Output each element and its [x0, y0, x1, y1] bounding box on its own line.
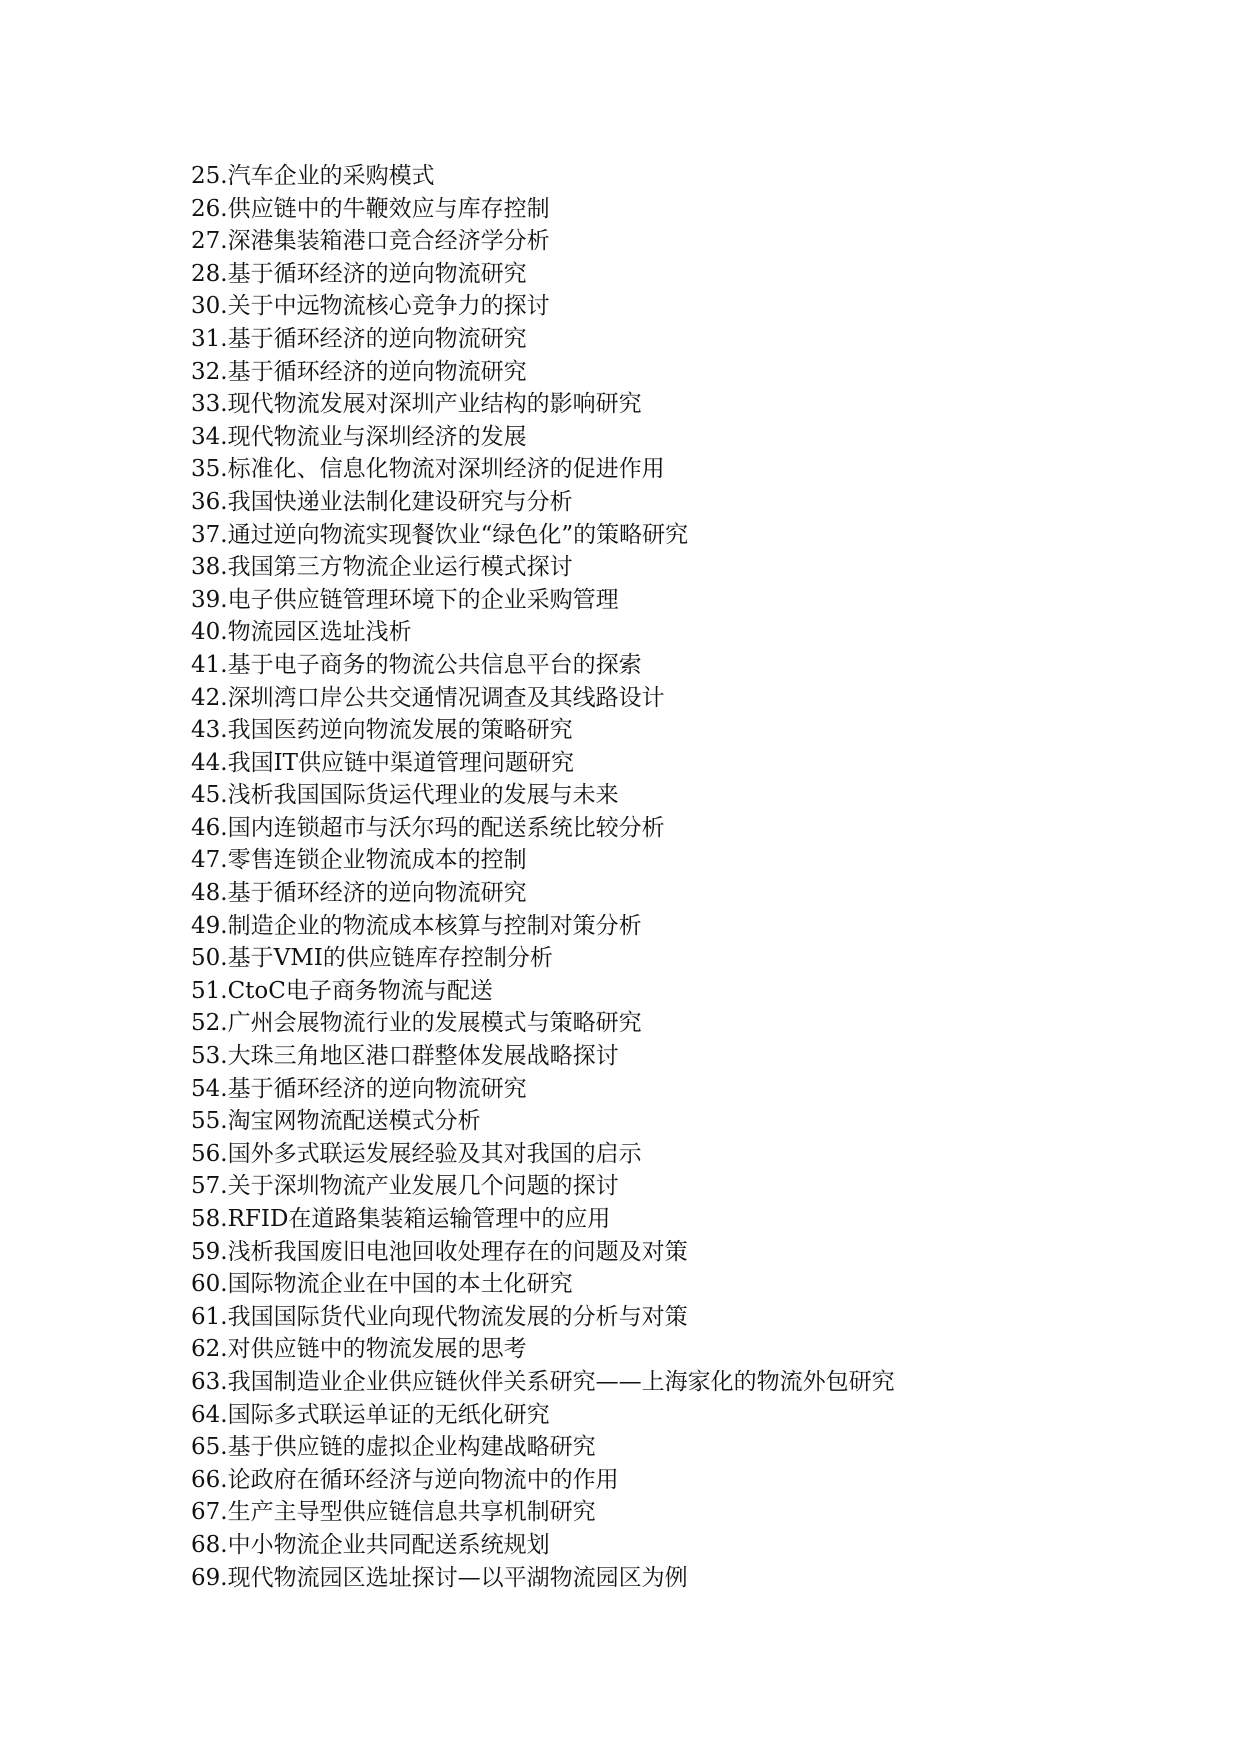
topic-item: 53.大珠三角地区港口群整体发展战略探讨 — [191, 1043, 619, 1070]
topic-item: 37.通过逆向物流实现餐饮业“绿色化”的策略研究 — [191, 521, 689, 548]
topic-item: 69.现代物流园区选址探讨—以平湖物流园区为例 — [191, 1564, 688, 1591]
topic-item: 38.我国第三方物流企业运行模式探讨 — [191, 554, 573, 581]
topic-list — [191, 160, 895, 1594]
topic-item: 48.基于循环经济的逆向物流研究 — [191, 880, 527, 907]
topic-item: 32.基于循环经济的逆向物流研究 — [191, 358, 527, 385]
topic-item: 43.我国医药逆向物流发展的策略研究 — [191, 717, 573, 744]
topic-item: 25.汽车企业的采购模式 — [191, 163, 435, 189]
topic-item: 41.基于电子商务的物流公共信息平台的探索 — [191, 651, 642, 678]
topic-item: 34.现代物流业与深圳经济的发展 — [191, 423, 527, 450]
topic-item: 59.浅析我国废旧电池回收处理存在的问题及对策 — [191, 1238, 688, 1265]
topic-item: 27.深港集装箱港口竞合经济学分析 — [191, 228, 550, 255]
topic-item: 26.供应链中的牛鞭效应与库存控制 — [191, 195, 550, 222]
topic-item: 57.关于深圳物流产业发展几个问题的探讨 — [191, 1173, 619, 1200]
topic-item: 54.基于循环经济的逆向物流研究 — [191, 1075, 527, 1102]
topic-item: 36.我国快递业法制化建设研究与分析 — [191, 488, 573, 515]
topic-item: 44.我国IT供应链中渠道管理问题研究 — [191, 749, 575, 776]
topic-item: 46.国内连锁超市与沃尔玛的配送系统比较分析 — [191, 814, 665, 841]
topic-item: 42.深圳湾口岸公共交通情况调查及其线路设计 — [191, 684, 665, 711]
topic-item: 40.物流园区选址浅析 — [191, 619, 412, 646]
topic-item: 45.浅析我国国际货运代理业的发展与未来 — [191, 782, 619, 809]
topic-item: 55.淘宝网物流配送模式分析 — [191, 1108, 481, 1135]
topic-item: 51.CtoC电子商务物流与配送 — [191, 977, 493, 1004]
topic-item: 63.我国制造业企业供应链伙伴关系研究——上海家化的物流外包研究 — [191, 1368, 895, 1395]
topic-item: 39.电子供应链管理环境下的企业采购管理 — [191, 586, 619, 613]
topic-item: 56.国外多式联运发展经验及其对我国的启示 — [191, 1140, 642, 1167]
topic-item: 31.基于循环经济的逆向物流研究 — [191, 325, 527, 352]
topic-item: 61.我国国际货代业向现代物流发展的分析与对策 — [191, 1303, 688, 1330]
topic-item: 30.关于中远物流核心竞争力的探讨 — [191, 293, 550, 320]
topic-item: 52.广州会展物流行业的发展模式与策略研究 — [191, 1010, 642, 1037]
topic-item: 60.国际物流企业在中国的本土化研究 — [191, 1271, 573, 1298]
topic-item: 33.现代物流发展对深圳产业结构的影响研究 — [191, 391, 642, 418]
topic-item: 67.生产主导型供应链信息共享机制研究 — [191, 1499, 596, 1526]
topic-item: 50.基于VMI的供应链库存控制分析 — [191, 945, 553, 972]
topic-item: 62.对供应链中的物流发展的思考 — [191, 1336, 527, 1363]
topic-item: 58.RFID在道路集装箱运输管理中的应用 — [191, 1206, 611, 1232]
topic-item: 64.国际多式联运单证的无纸化研究 — [191, 1401, 550, 1428]
topic-item: 28.基于循环经济的逆向物流研究 — [191, 260, 527, 287]
topic-item: 66.论政府在循环经济与逆向物流中的作用 — [191, 1466, 619, 1493]
topic-item: 35.标准化、信息化物流对深圳经济的促进作用 — [191, 456, 665, 483]
topic-item: 49.制造企业的物流成本核算与控制对策分析 — [191, 912, 642, 939]
topic-item: 68.中小物流企业共同配送系统规划 — [191, 1531, 550, 1558]
topic-item: 65.基于供应链的虚拟企业构建战略研究 — [191, 1434, 596, 1461]
topic-item: 47.零售连锁企业物流成本的控制 — [191, 847, 527, 874]
